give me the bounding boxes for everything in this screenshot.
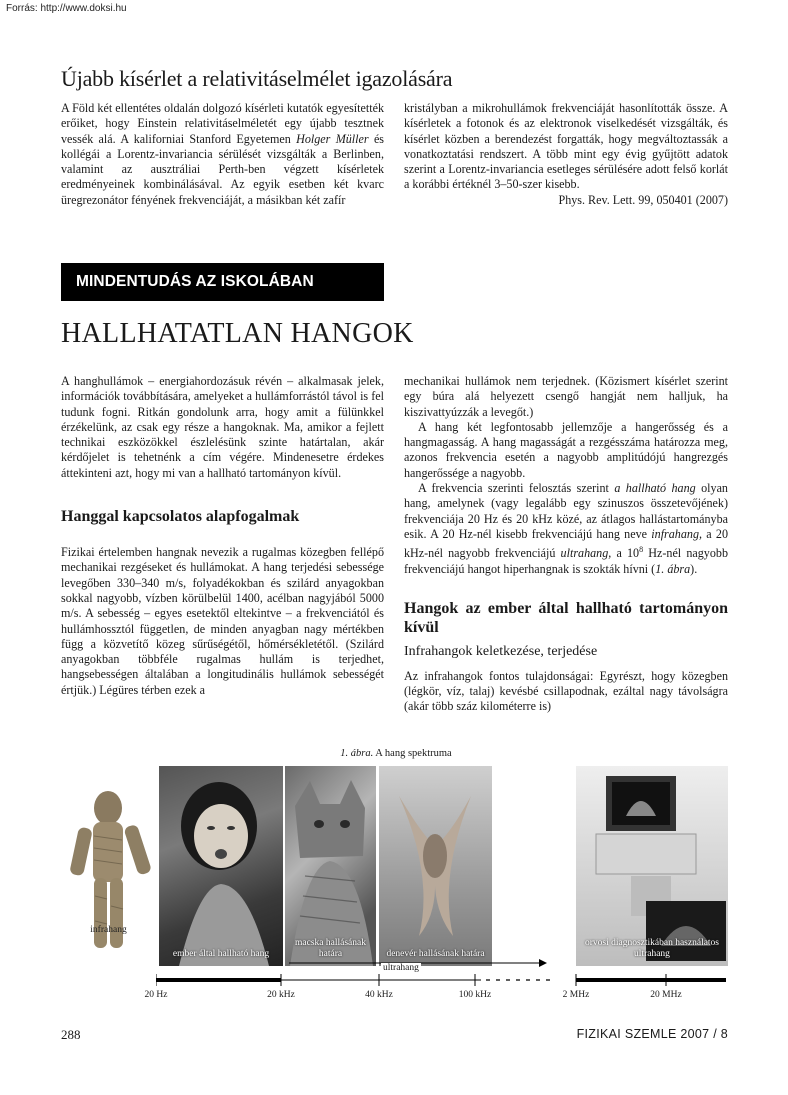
figure-sound-spectrum [61, 748, 731, 1008]
section-banner: MINDENTUDÁS AZ ISKOLÁBAN [61, 263, 384, 301]
tick-label: 2 MHz [562, 990, 590, 1000]
article1-title: Újabb kísérlet a relativitáselmélet igazolására [61, 66, 453, 91]
source-url: Forrás: http://www.doksi.hu [6, 3, 127, 14]
paragraph: mechanikai hullámok nem terjednek. (Közismert kísérlet szerint egy búra alá helyezett csengő hangját nem halljuk, ha kiszivattyúzzák a levegőt.) [404, 374, 728, 419]
paragraph: Az infrahangok fontos tulajdonságai: Egyrészt, hogy közegben (légkör, víz, talaj) kevésbé csillapodnak, ezáltal nagy távolságra (akár több száz kilométerre is) [404, 668, 728, 714]
subheading-infrasound: Infrahangok keletkezése, terjedése [404, 643, 598, 659]
photo-human-hearing [159, 766, 283, 966]
article2-col1 [61, 374, 384, 698]
tick-label: 100 kHz [458, 990, 492, 1000]
label-infrasound: infrahang [90, 925, 127, 935]
article2-title: HALLHATATLAN HANGOK [61, 318, 414, 349]
label-medical-ultrasound: orvosi diagnosztikában használatos ultrahang [584, 938, 720, 959]
label-ultrasound: ultrahang [383, 963, 419, 973]
photo-cat [285, 766, 376, 966]
article2-col2 [404, 374, 728, 715]
tick-label: 20 kHz [267, 990, 295, 1000]
magazine-footer: FIZIKAI SZEMLE 2007 / 8 [576, 1027, 728, 1041]
frequency-axis [156, 974, 726, 986]
tick-label: 40 kHz [365, 990, 393, 1000]
subheading-basics: Hanggal kapcsolatos alapfogalmak [61, 508, 300, 526]
author-name: Holger Müller [296, 131, 369, 146]
intro-paragraph: A hanghullámok – energiahordozásuk révén – alkalmasak jelek, információk továbbítására, amelyeket a hullámforrástól távol is fel tudunk fogni. Ritkán gondolunk arra, hogy amit a fülünkkel érzékelünk, az csak egy része a hangoknak. Ma, amikor a fejlett technikai eszközökkel észlelésünk szinte határtalan, akár kérdőjelet is tehetnénk a cím végére. Mindenesetre érdekes áttekinteni azt, hogy mi van a hallható tartományon kívül. [61, 374, 384, 480]
label-bat-hearing: denevér hallásának határa [386, 949, 485, 959]
photo-bat [379, 766, 492, 966]
paragraph: Fizikai értelemben hangnak nevezik a rugalmas közegben fellépő mechanikai rezgéseket és hullámokat. A hang terjedési sebessége levegőben 330–340 m/s, folyadékokban és szilárd anyagokban sokkal nagyobb, vízben körülbelül 1400, acélban nagyjából 5000 m/s. A sebesség – egyes esetektől eltekintve – a frekvenciától és hullámhossztól független, de minden anyagban nagy mértékben függ a közvetítő közeg sűrűségétől, hőmérsékletétől. (Szilárd anyagokban többféle rugalmas hullám is terjedhet, hangsebességen általában a longitudinális hullámok sebességét értjük.) Légüres térben ezek a [61, 545, 384, 697]
photo-infrasound [61, 766, 156, 966]
article1-reference: Phys. Rev. Lett. 99, 050401 (2007) [558, 192, 728, 207]
article1-col2: kristályban a mikrohullámok frekvenciáját hasonlították össze. A kísérletek a fotonok és az elektronok viselkedését vizsgálták, és kísérlet közben a berendezést forgatták, hogy megváltoztassák a vonatkoztatási rendszert. A több mint egy évig gyűjtött adatok szerint a Lorentz-invariancia esetleges sérülésére adott felső korlát a korábbi értéknél 3–50-szer kisebb. Phys. Rev. Lett. 99, 050401 (2007) [404, 101, 728, 207]
label-human-hearing: ember által hallható hang [172, 949, 270, 959]
subheading-outside-range: Hangok az ember által hallható tartományon kívül [404, 599, 728, 636]
article1-col1: A Föld két ellentétes oldalán dolgozó kísérleti kutatók egyesítették erőiket, hogy Einstein relativitáselméletét egy újabb tesztnek vessék alá. A kaliforniai Stanford Egyetemen Holger Müller és kollégái a Lorentz-invariancia sérülését vizsgálták a Berlinben, valamint az ausztráliai Perth-ben végzett kísérletek eredményeinek kombinálásával. Az egyik esetben két kvarc üregrezonátor fényének frekvenciáját, a másikban két zafír [61, 101, 385, 207]
paragraph: A hang két legfontosabb jellemzője a hangerősség és a hangmagasság. A hang magasságát a rezgésszáma határozza meg, azonos frekvencia esetén a nagyobb amplitúdójú hangrezgés hangerőssége a nagyobb. [404, 419, 728, 480]
tick-label: 20 MHz [650, 990, 682, 1000]
paragraph: A frekvencia szerinti felosztás szerint a hallható hang olyan hang, amelynek (vagy legalább egy szinuszos összetevőjének) frekvenciája 20 Hz és 20 kHz közé, az átlagos hallástartományba esik. A 20 Hz-nél kisebb frekvenciájú hang neve infrahang, a 20 kHz-nél nagyobb frekvenciájú ultrahang, a $10^8$ Hz-nél nagyobb frekvenciájú hangot hiperhangnak is szokták hívni (1. ábra). [404, 481, 728, 576]
page-number: 288 [61, 1027, 81, 1042]
tick-label: 20 Hz [144, 990, 168, 1000]
mummy-figure-icon [61, 766, 156, 966]
label-cat-hearing: macska hallásának határa [295, 938, 366, 959]
figure-caption: 1. ábra. A hang spektruma [340, 748, 452, 759]
photo-medical-ultrasound [576, 766, 728, 966]
